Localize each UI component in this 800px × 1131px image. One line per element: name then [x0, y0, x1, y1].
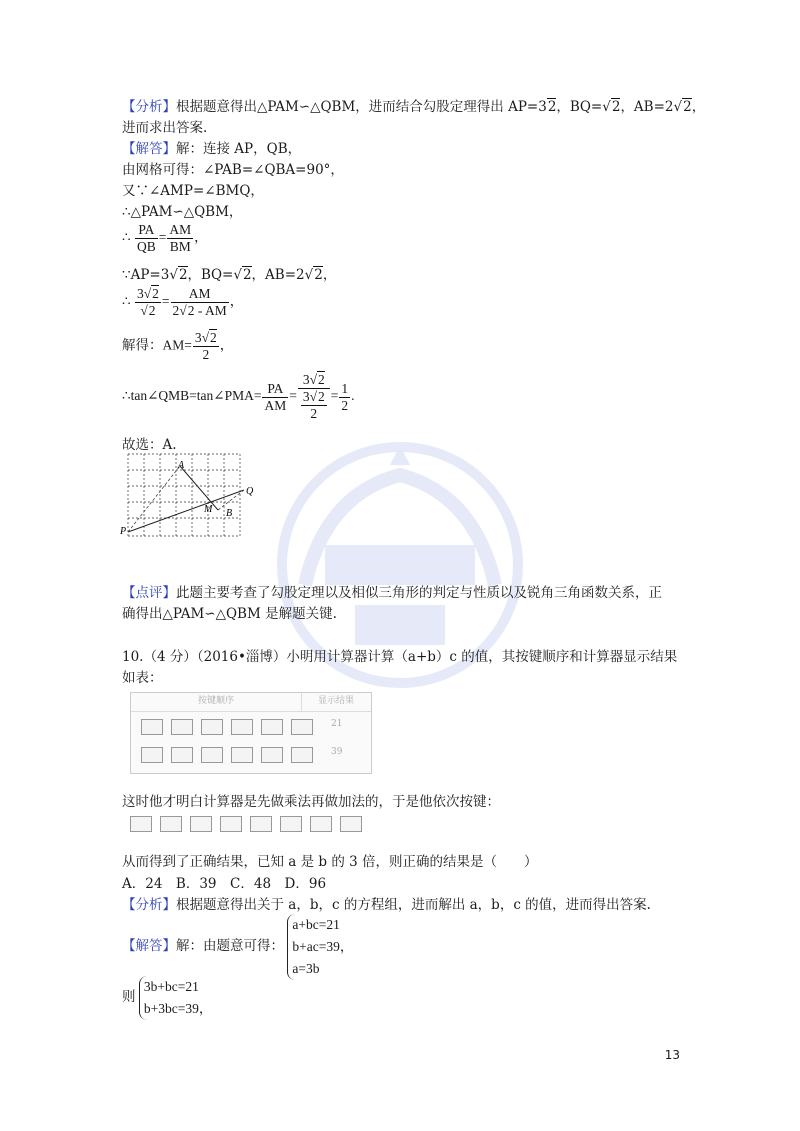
- question-10-stem-2: 如表：: [122, 670, 163, 686]
- line-5: 又∵∠AMP=∠BMQ，: [122, 183, 264, 199]
- page-number: 13: [664, 1048, 680, 1062]
- equation-system-2: 3b+bc=21 b+3bc=39，: [139, 976, 212, 1020]
- line-tan: ∴tan∠QMB=tan∠PMA= $\frac{PA}{AM}$ = $\frac{3√2}{\frac{3√2}{2}}$ = $\frac{1}{2}$ .: [122, 372, 355, 421]
- solution-tag: 【解答】: [122, 141, 176, 157]
- line-2: 进而求出答案.: [122, 120, 208, 136]
- fraction-am-bm: $\frac{AM}{BM}$: [169, 222, 192, 254]
- analysis-tag-2: 【分析】: [122, 897, 176, 913]
- key-sequence-row: [126, 816, 366, 836]
- table-result-1: 21: [331, 719, 343, 729]
- answer-10-solution: 【解答】解：由题意可得： a+bc=21 b+ac=39， a=3b: [122, 914, 353, 980]
- comment-tag: 【点评】: [122, 585, 176, 601]
- question-10-text: 这时他才明白计算器是先做乘法再做加法的，于是他依次按键：: [122, 794, 500, 810]
- answer-10-system-2: 则 3b+bc=21 b+3bc=39，: [122, 976, 212, 1020]
- line-14: 确得出△PAM∽△QBM 是解题关键.: [122, 606, 337, 622]
- point-b-label: B: [226, 508, 233, 519]
- table-header-result: 显示结果: [301, 693, 371, 712]
- line-4: 由网格可得：∠PAB=∠QBA=90°，: [122, 162, 344, 178]
- point-a-label: A: [178, 460, 185, 471]
- question-10-stem: 10.（4 分）（2016•淄博）小明用计算器计算（a+b）c 的值，其按键顺序和计算器显示结果: [122, 649, 678, 665]
- table-header-keys: 按键顺序: [131, 693, 302, 712]
- table-result-2: 39: [331, 747, 343, 757]
- line-given: ∵AP=3√2，BQ=√2，AB=2√2，: [122, 267, 337, 283]
- equation-system-1: a+bc=21 b+ac=39， a=3b: [287, 914, 353, 980]
- point-q-label: Q: [246, 486, 254, 497]
- fraction-right: $\frac{AM}{2√2 - AM}$: [172, 286, 227, 318]
- fraction-nested: $\frac{3√2}{\frac{3√2}{2}}$: [298, 372, 330, 422]
- analysis-tag: 【分析】: [122, 99, 176, 115]
- fraction-left: $\frac{3√2}{√2}$: [136, 286, 159, 318]
- line-analysis: 【分析】根据题意得出△PAM∽△QBM，进而结合勾股定理得出 AP=32，BQ=√2，AB=2√2，: [122, 99, 706, 115]
- grid-figure: [118, 452, 268, 540]
- line-result-am: 解得：AM= $\frac{3√2}{2}$ ，: [122, 330, 234, 362]
- fraction-am-value: $\frac{3√2}{2}$: [194, 330, 217, 362]
- question-10-ask: 从而得到了正确结果，已知 a 是 b 的 3 倍，则正确的结果是（ ）: [122, 854, 538, 870]
- line-comment: 【点评】此题主要考查了勾股定理以及相似三角形的判定与性质以及锐角三角函数关系，正: [122, 585, 662, 601]
- fraction-pa-qb: $\frac{PA}{QB}$: [136, 222, 156, 254]
- line-6: ∴△PAM∽△QBM，: [122, 204, 243, 220]
- answer-10-analysis: 【分析】根据题意得出关于 a，b，c 的方程组，进而解出 a，b，c 的值，进而得出答案.: [122, 897, 651, 913]
- key-sequence-table: [130, 692, 372, 774]
- point-m-label: M: [204, 504, 213, 515]
- fraction-pa-am: $\frac{PA}{AM}$: [264, 380, 287, 413]
- solution-tag-2: 【解答】: [122, 938, 176, 954]
- line-ratio: ∴ $\frac{PA}{QB}$ = $\frac{AM}{BM}$ ，: [122, 222, 208, 254]
- line-equation: ∴ $\frac{3√2}{√2}$ = $\frac{AM}{2√2 - AM}$ ，: [122, 286, 244, 318]
- fraction-half: $\frac{1}{2}$: [341, 380, 349, 413]
- line-answer: 故选：A.: [122, 437, 177, 453]
- line-solution: 【解答】解：连接 AP，QB，: [122, 141, 302, 157]
- point-p-label: P: [120, 526, 127, 537]
- question-10-options: A．24 B．39 C．48 D．96: [122, 876, 327, 892]
